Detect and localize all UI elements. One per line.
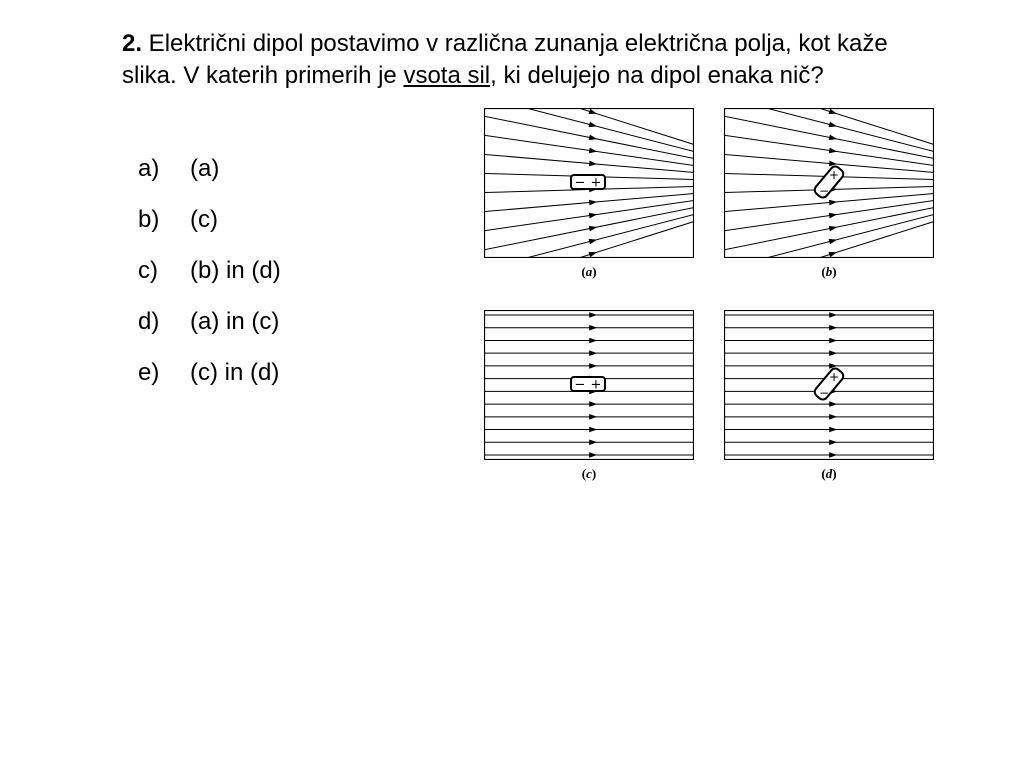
answer-text: (b) in (d) [190, 257, 281, 284]
field-arrow [829, 224, 838, 231]
figure-caption-b: (b) [821, 264, 837, 279]
answer-letter: c) [138, 257, 158, 284]
field-arrow [829, 401, 837, 407]
field-arrow [589, 109, 598, 117]
figure-caption-c: (c) [581, 466, 597, 481]
field-arrow [589, 250, 598, 258]
field-diagram-a [484, 108, 694, 258]
field-arrow [589, 325, 597, 331]
dipole [571, 175, 605, 191]
answer-letter: d) [138, 308, 160, 335]
field-line [484, 108, 694, 152]
answer-letter: e) [138, 359, 160, 386]
field-arrow [589, 414, 597, 420]
dipole-positive-sign: + [590, 377, 602, 393]
figure-c [484, 310, 694, 460]
field-arrow [829, 427, 837, 433]
field-arrow [589, 350, 597, 356]
figure-a [484, 108, 694, 258]
dipole-positive-sign: + [828, 168, 840, 182]
field-arrow [589, 237, 598, 244]
field-arrow [589, 224, 598, 231]
dipole-negative-sign: − [574, 377, 586, 393]
field-arrow [589, 312, 597, 318]
field-arrow [589, 135, 598, 142]
answer-list [138, 152, 281, 407]
dipole-negative-sign: − [818, 184, 830, 198]
field-arrow [589, 427, 597, 433]
field-arrow [829, 199, 837, 205]
field-arrow [829, 312, 837, 318]
answer-text: (c) [190, 206, 218, 233]
question-number: 2. [122, 30, 143, 57]
field-arrow [589, 199, 597, 205]
dipole [571, 377, 605, 393]
dipole [813, 366, 846, 401]
field-arrow [589, 122, 598, 129]
field-arrow [829, 122, 838, 129]
field-arrow [829, 452, 837, 458]
dipole-positive-sign: + [590, 175, 602, 191]
field-diagram-c [484, 310, 694, 460]
figure-caption-d: (d) [821, 466, 837, 481]
question-underlined-phrase: vsota sil [403, 62, 491, 89]
answer-text: (c) in (d) [190, 359, 280, 386]
answer-option-a[interactable] [138, 152, 281, 203]
field-line [484, 154, 694, 172]
question-text-part-1: Električni dipol postavimo v različna zunanja električna polja, kot kaže slika. V katerih primerih je [122, 30, 888, 89]
answer-text: (a) [190, 155, 220, 182]
field-arrow [829, 250, 838, 258]
field-arrow [589, 440, 597, 446]
field-arrow [589, 363, 597, 369]
field-line [484, 194, 694, 212]
dipole-positive-sign: + [828, 370, 840, 384]
field-arrow [589, 452, 597, 458]
dipole [813, 164, 846, 199]
field-arrow [829, 350, 837, 356]
field-line [484, 215, 694, 259]
answer-letter: b) [138, 206, 160, 233]
answer-option-b[interactable] [138, 203, 281, 254]
dipole-negative-sign: − [818, 386, 830, 400]
answer-option-e[interactable] [138, 356, 281, 407]
field-arrow [829, 338, 837, 344]
figure-b [724, 108, 934, 258]
question-text-part-2: , ki delujejo na dipol enaka nič? [490, 62, 824, 89]
answer-text: (a) in (c) [190, 308, 280, 335]
dipole-negative-sign: − [574, 175, 586, 191]
field-arrow [589, 161, 597, 167]
figure-caption-a: (a) [581, 264, 597, 279]
field-arrow [829, 109, 838, 117]
field-line [724, 108, 934, 152]
field-diagram-d [724, 310, 934, 460]
field-arrow [829, 440, 837, 446]
question-text [122, 28, 942, 92]
field-arrow [829, 237, 838, 244]
field-arrow [829, 135, 838, 142]
field-diagram-b [724, 108, 934, 258]
field-line [724, 215, 934, 259]
answer-option-c[interactable] [138, 254, 281, 305]
field-arrow [589, 401, 597, 407]
field-arrow [829, 414, 837, 420]
answer-letter: a) [138, 155, 160, 182]
figure-d [724, 310, 934, 460]
field-arrow [589, 338, 597, 344]
field-arrow [829, 325, 837, 331]
answer-option-d[interactable] [138, 305, 281, 356]
